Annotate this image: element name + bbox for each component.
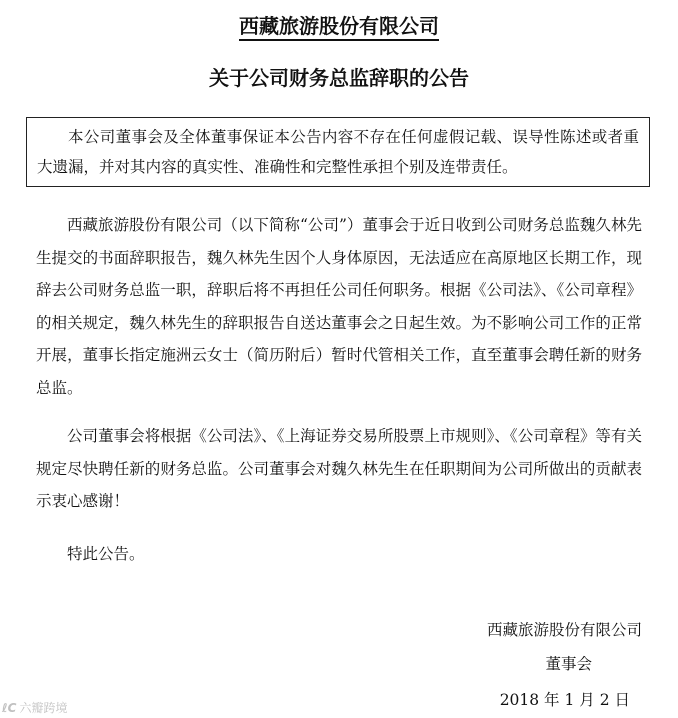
body-paragraph-2 — [36, 420, 642, 518]
signature-board: 董事会 — [545, 655, 592, 673]
disclaimer-text: 本公司董事会及全体董事保证本公告内容不存在任何虚假记载、误导性陈述或者重大遗漏，并对其内容的真实性、准确性和完整性承担个别及连带责任。 — [37, 128, 639, 176]
notice-title: 关于公司财务总监辞职的公告 — [209, 66, 469, 90]
watermark-logo: ℓC — [2, 700, 17, 715]
company-title-text: 西藏旅游股份有限公司 — [239, 14, 439, 41]
closing-text: 特此公告。 — [67, 545, 145, 563]
signature-company: 西藏旅游股份有限公司 — [486, 621, 642, 639]
paragraph-text: 西藏旅游股份有限公司（以下简称“公司”）董事会于近日收到公司财务总监魏久林先生提交的书面辞职报告，魏久林先生因个人身体原因，无法适应在高原地区长期工作，现辞去公司财务总监一职，辞职后将不再担任公司任何职务。根据《公司法》、《公司章程》的相关规定，魏久林先生的辞职报告自送达董事会之日起生效。为不影响公司工作的正常开展，董事长指定施洲云女士（简历附后）暂时代管相关工作，直至董事会聘任新的财务总监。 — [36, 216, 642, 397]
company-title — [0, 12, 678, 40]
watermark — [2, 699, 67, 716]
closing-statement — [36, 538, 642, 571]
signature-date: 2018 年 1 月 2 日 — [499, 691, 630, 709]
paragraph-text: 公司董事会将根据《公司法》、《上海证券交易所股票上市规则》、《公司章程》等有关规定尽快聘任新的财务总监。公司董事会对魏久林先生在任职期间为公司所做出的贡献表示衷心感谢！ — [36, 427, 642, 510]
watermark-text: 六瓣跨境 — [19, 701, 68, 715]
body-paragraph-1 — [36, 209, 642, 404]
disclaimer-box — [26, 117, 650, 187]
